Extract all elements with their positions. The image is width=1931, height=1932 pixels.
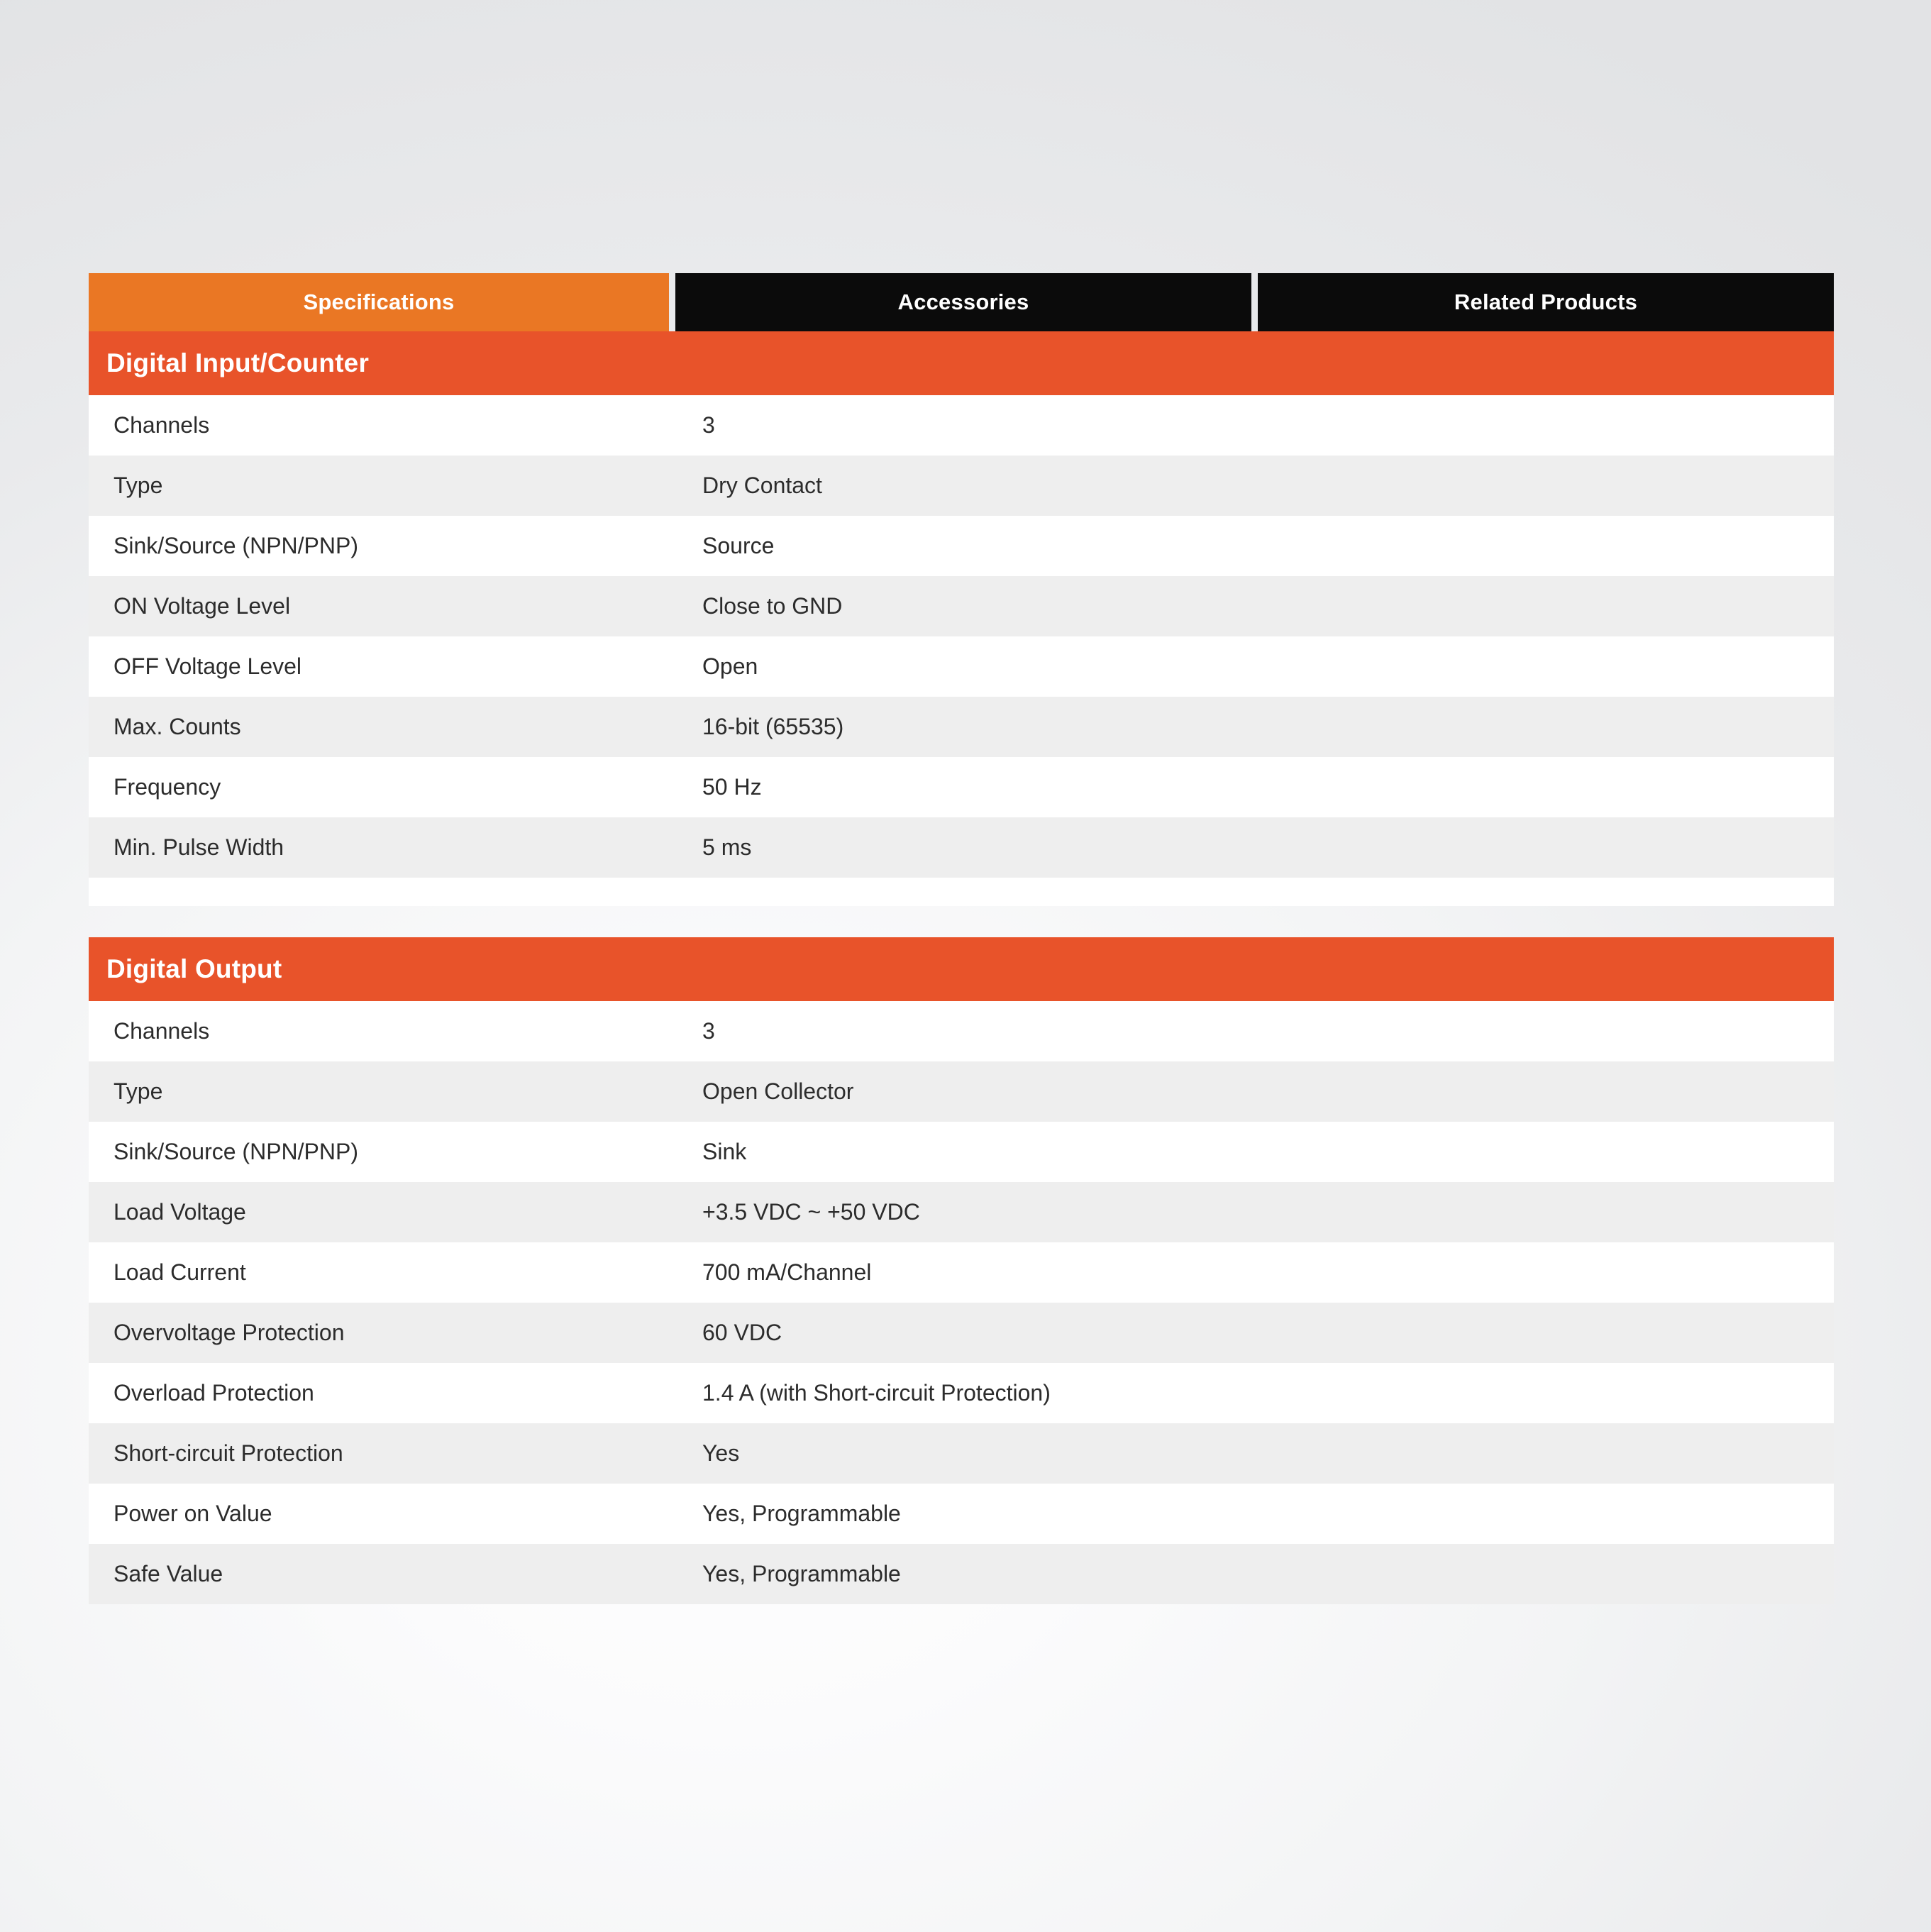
- table-row: [89, 576, 1834, 636]
- table-row: [89, 1001, 1834, 1061]
- spec-section-digital-input-counter: [89, 331, 1834, 906]
- spec-label: Load Voltage: [114, 1199, 246, 1225]
- spec-value: Source: [702, 533, 775, 558]
- spec-label: Short-circuit Protection: [114, 1440, 343, 1466]
- product-spec-panel: [89, 273, 1834, 1604]
- spec-label: Type: [114, 473, 163, 498]
- spec-value: 3: [702, 412, 715, 438]
- spec-value: +3.5 VDC ~ +50 VDC: [702, 1199, 920, 1225]
- spec-label: Safe Value: [114, 1561, 223, 1586]
- table-row: [89, 395, 1834, 456]
- spec-label: Load Current: [114, 1259, 246, 1285]
- table-row: [89, 636, 1834, 697]
- tab-bar: [89, 273, 1834, 331]
- table-row: [89, 1544, 1834, 1604]
- table-row: [89, 1182, 1834, 1242]
- tab-accessories[interactable]: Accessories: [675, 273, 1251, 331]
- spec-value: Close to GND: [702, 593, 843, 619]
- spec-label: Channels: [114, 412, 210, 438]
- spec-label: Frequency: [114, 774, 221, 800]
- section-title-digital-input-counter: Digital Input/Counter: [89, 331, 1834, 395]
- spec-value: Yes: [702, 1440, 740, 1466]
- tab-related-products[interactable]: Related Products: [1258, 273, 1834, 331]
- table-row: [89, 1423, 1834, 1484]
- spec-value: Open Collector: [702, 1078, 854, 1104]
- table-row: [89, 817, 1834, 878]
- spec-value: Sink: [702, 1139, 747, 1164]
- spec-section-digital-output: [89, 937, 1834, 1604]
- spec-value: 700 mA/Channel: [702, 1259, 872, 1285]
- spec-label: ON Voltage Level: [114, 593, 291, 619]
- section-title-digital-output: Digital Output: [89, 937, 1834, 1001]
- spec-value: 3: [702, 1018, 715, 1044]
- spec-label: Power on Value: [114, 1501, 272, 1526]
- spec-label: Overload Protection: [114, 1380, 314, 1406]
- spec-table-digital-output: [89, 1001, 1834, 1604]
- section-gap: [89, 906, 1834, 937]
- table-row: [89, 1363, 1834, 1423]
- spec-label: Overvoltage Protection: [114, 1320, 345, 1345]
- spec-value: 16-bit (65535): [702, 714, 844, 739]
- spec-table-digital-input-counter: [89, 395, 1834, 906]
- section-tail-spacer: [89, 878, 1834, 906]
- spec-label: OFF Voltage Level: [114, 653, 302, 679]
- table-row: [89, 1061, 1834, 1122]
- spec-label: Sink/Source (NPN/PNP): [114, 1139, 358, 1164]
- table-row: [89, 1484, 1834, 1544]
- spec-value: Yes, Programmable: [702, 1561, 901, 1586]
- spec-value: 1.4 A (with Short-circuit Protection): [702, 1380, 1051, 1406]
- table-row: [89, 516, 1834, 576]
- spec-label: Min. Pulse Width: [114, 834, 284, 860]
- spec-value: 60 VDC: [702, 1320, 782, 1345]
- table-row: [89, 1303, 1834, 1363]
- spec-value: 5 ms: [702, 834, 752, 860]
- spec-label: Sink/Source (NPN/PNP): [114, 533, 358, 558]
- spec-label: Channels: [114, 1018, 210, 1044]
- tab-specifications[interactable]: Specifications: [89, 273, 669, 331]
- spec-value: Open: [702, 653, 758, 679]
- table-row: [89, 456, 1834, 516]
- table-row: [89, 697, 1834, 757]
- table-row: [89, 1242, 1834, 1303]
- spec-value: 50 Hz: [702, 774, 762, 800]
- spec-label: Type: [114, 1078, 163, 1104]
- table-row: [89, 1122, 1834, 1182]
- spec-value: Yes, Programmable: [702, 1501, 901, 1526]
- spec-label: Max. Counts: [114, 714, 241, 739]
- spec-value: Dry Contact: [702, 473, 822, 498]
- table-row: [89, 757, 1834, 817]
